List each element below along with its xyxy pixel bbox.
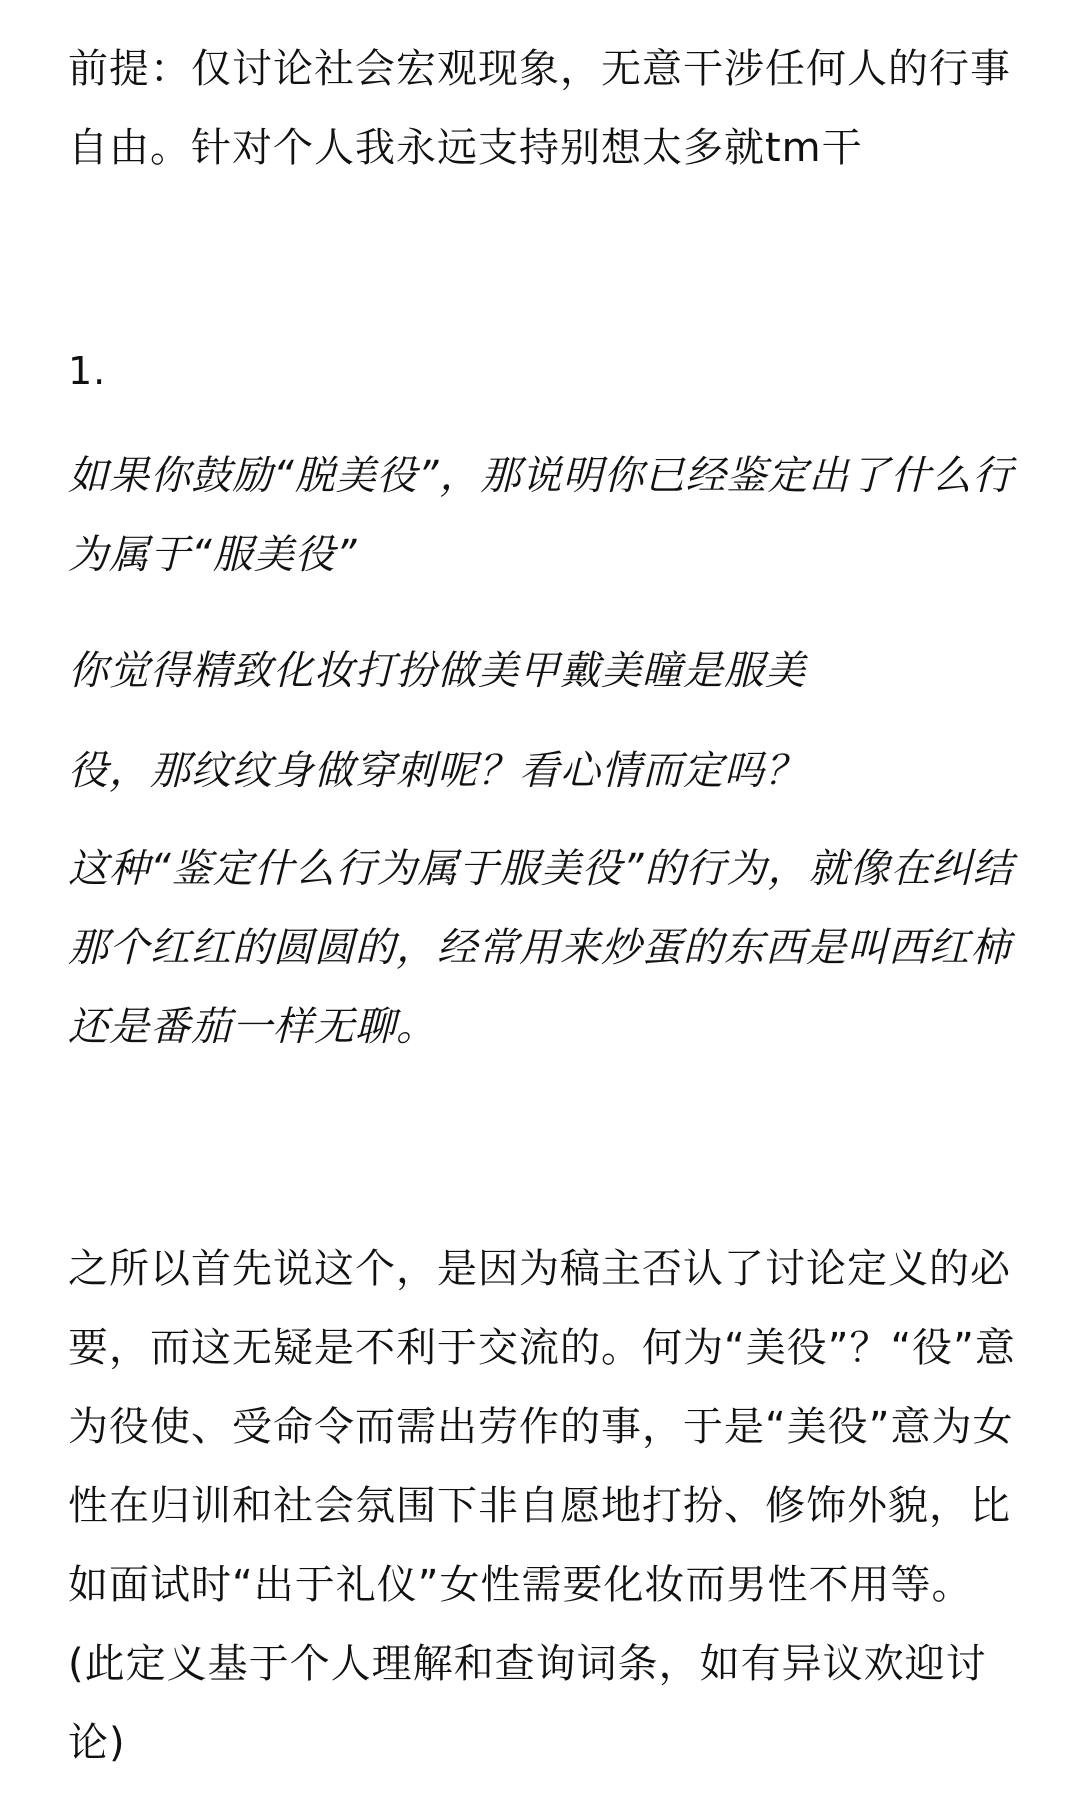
section-number: 1.: [68, 349, 107, 393]
italic-paragraph-1: 如果你鼓励“脱美役”，那说明你已经鉴定出了什么行为属于“服美役”: [68, 453, 1014, 578]
premise-paragraph: 前提：仅讨论社会宏观现象，无意干涉任何人的行事自由。针对个人我永远支持别想太多就tm干: [68, 46, 1011, 171]
body-paragraph: 之所以首先说这个，是因为稿主否认了讨论定义的必要，而这无疑是不利于交流的。何为“美役”？“役”意为役使、受命令而需出劳作的事，于是“美役”意为女性在归训和社会氛围下非自愿地打扮、修饰外貌，比如面试时“出于礼仪”女性需要化妆而男性不用等。(此定义基于个人理解和查询词条，如有异议欢迎讨论): [68, 1246, 1016, 1766]
italic-paragraph-4: 这种“鉴定什么行为属于服美役”的行为，就像在纠结那个红红的圆圆的，经常用来炒蛋的东西是叫西红柿还是番茄一样无聊。: [68, 846, 1014, 1050]
italic-paragraph-2: 你觉得精致化妆打扮做美甲戴美瞳是服美: [68, 648, 806, 694]
italic-paragraph-3: 役，那纹纹身做穿刺呢？看心情而定吗？: [68, 748, 806, 794]
